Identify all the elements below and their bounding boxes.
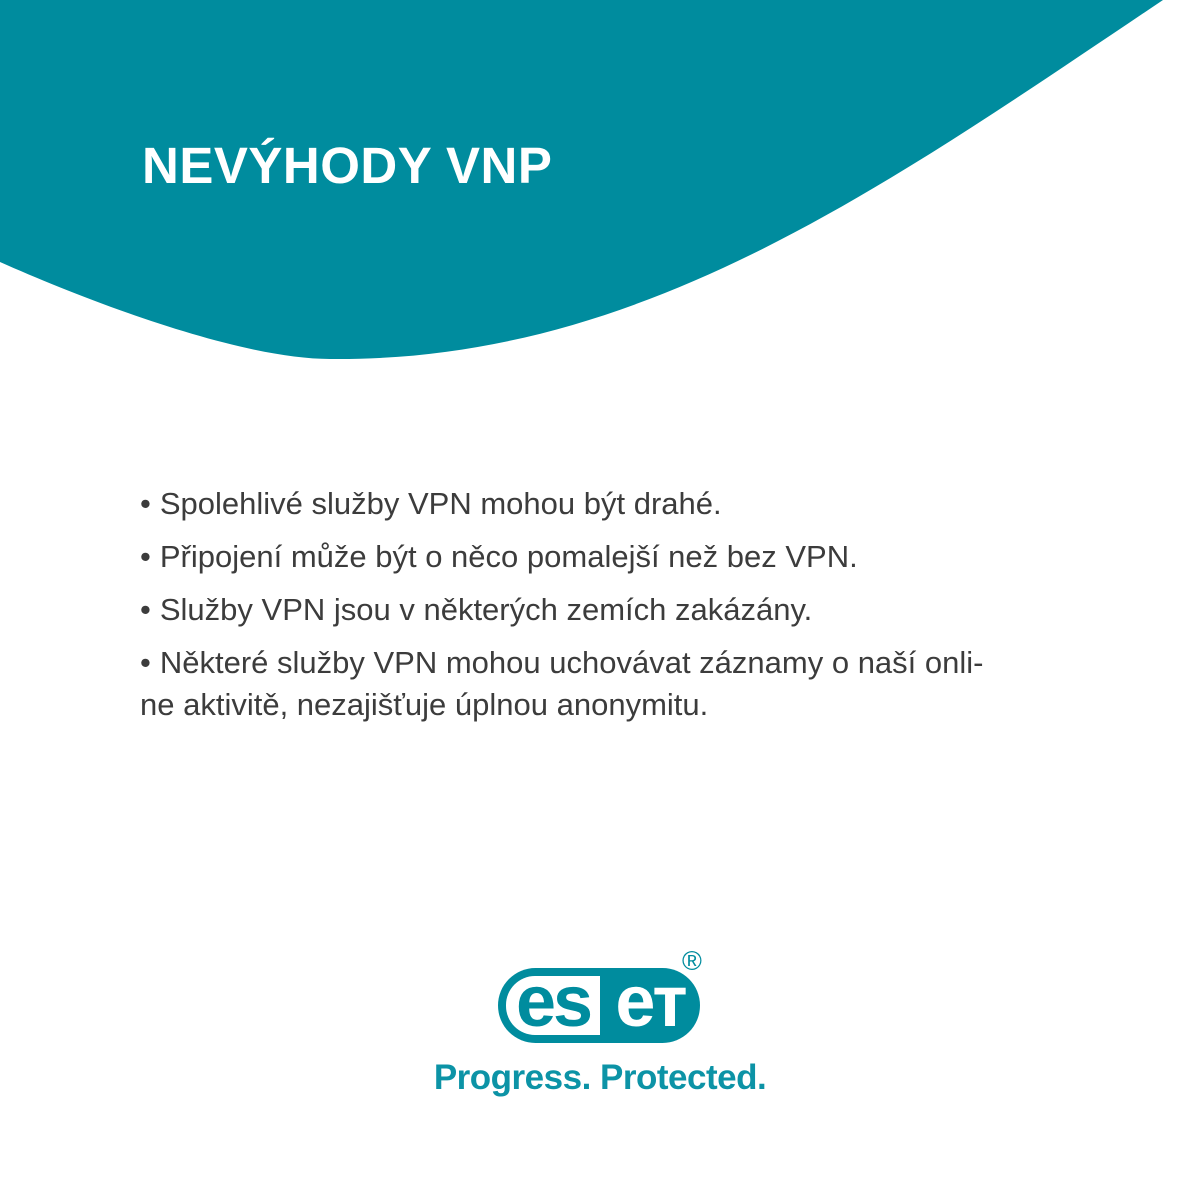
eset-logo-right-text: eт — [615, 968, 685, 1042]
bullet-marker: • — [140, 486, 151, 521]
bullet-text: ne aktivitě, nezajišťuje úplnou anonymitu. — [140, 687, 709, 722]
bullet-text: Připojení může být o něco pomalejší než bez VPN. — [159, 539, 858, 574]
bullet-list — [140, 483, 1130, 737]
bullet-marker: • — [140, 592, 151, 627]
tagline: Progress. Protected. — [433, 1058, 767, 1097]
bullet-item — [140, 589, 1130, 631]
bullet-text: Některé služby VPN mohou uchovávat záznamy o naší onli- — [159, 645, 984, 680]
bullet-item — [140, 536, 1130, 578]
bullet-marker: • — [140, 645, 151, 680]
bullet-text: Spolehlivé služby VPN mohou být drahé. — [159, 486, 722, 521]
eset-logo-left-text: es — [515, 968, 591, 1042]
eset-logo-left-segment — [506, 968, 600, 1042]
eset-logo-right-segment — [600, 968, 700, 1043]
bullet-text: Služby VPN jsou v některých zemích zakázány. — [159, 592, 813, 627]
eset-logo-pill — [498, 968, 700, 1043]
eset-logo — [498, 948, 728, 1048]
bullet-item — [140, 483, 1130, 525]
bullet-marker: • — [140, 539, 151, 574]
registered-trademark-icon: ® — [682, 946, 702, 976]
page-title: NEVÝHODY VNP — [142, 137, 553, 194]
bullet-item — [140, 642, 1130, 726]
